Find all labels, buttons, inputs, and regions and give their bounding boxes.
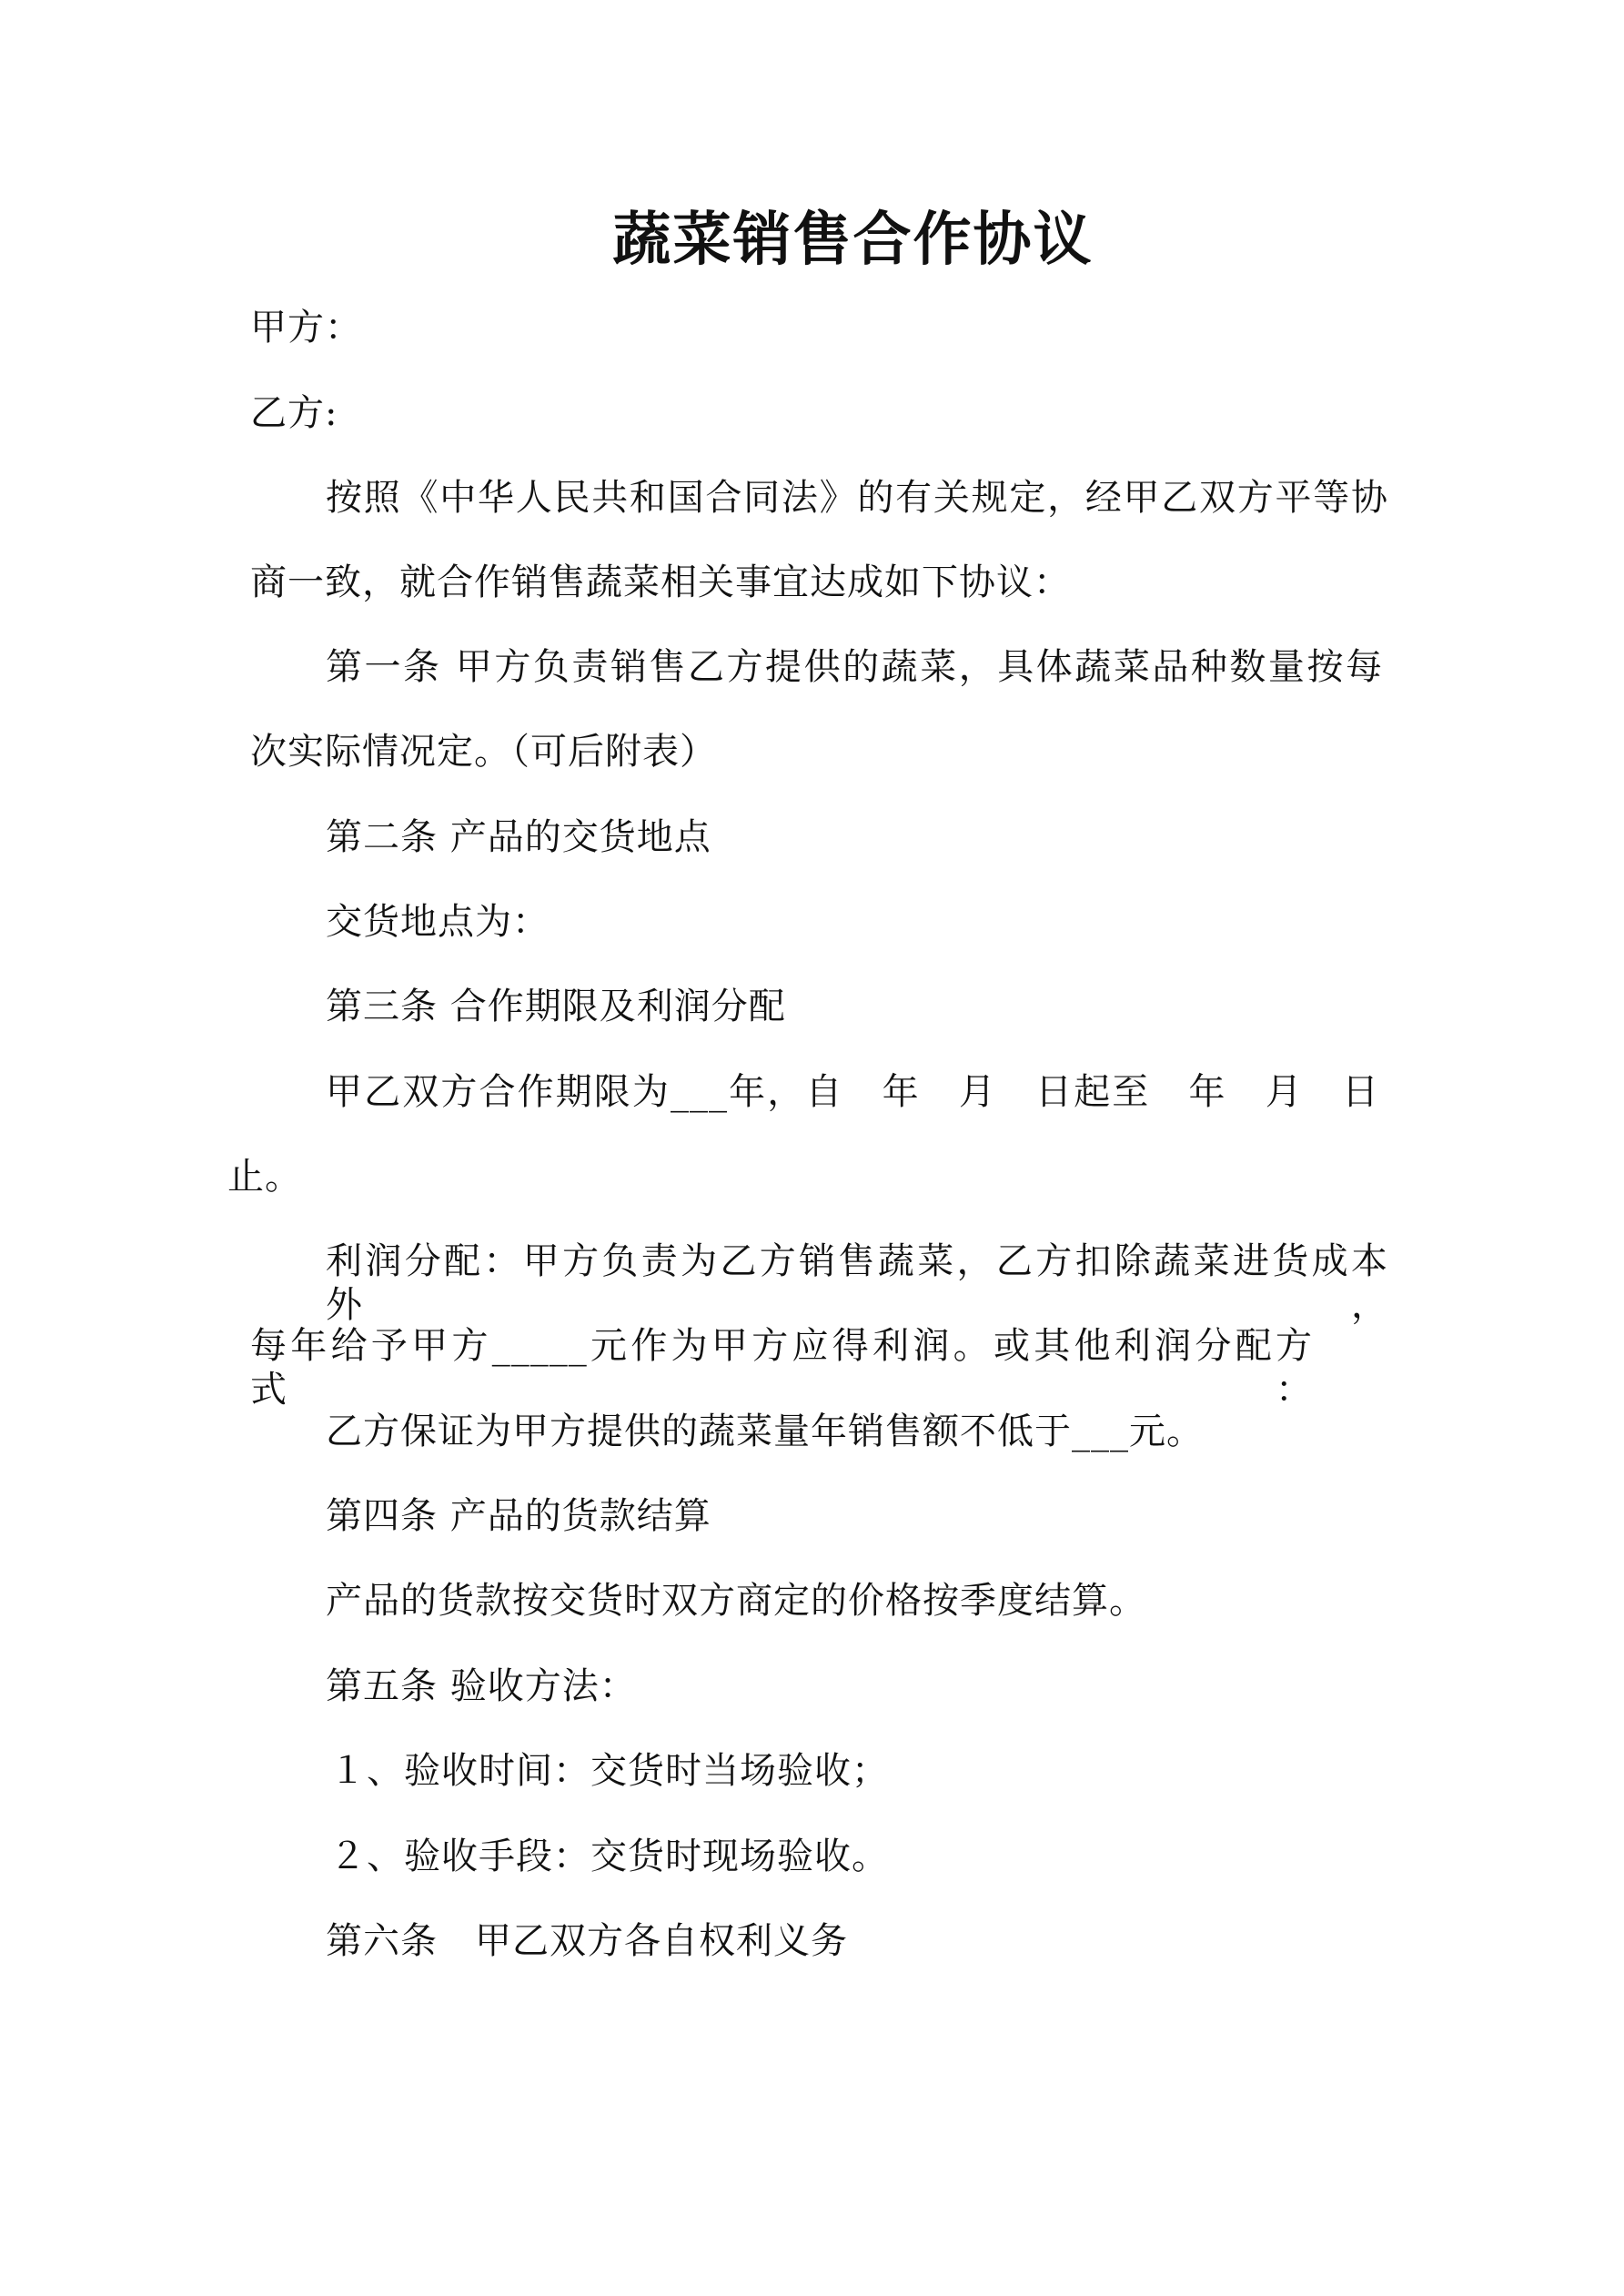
article-3-term-line-2: 止。 bbox=[227, 1156, 302, 1198]
article-2-heading: 第二条 产品的交货地点 bbox=[326, 816, 711, 858]
article-5-heading: 第五条 验收方法： bbox=[326, 1665, 637, 1707]
article-4-heading: 第四条 产品的货款结算 bbox=[326, 1495, 711, 1537]
party-a-label: 甲方： bbox=[250, 307, 362, 349]
intro-paragraph-line-1: 按照《中华人民共和国合同法》的有关规定，经甲乙双方平等协 bbox=[326, 477, 1388, 519]
article-5-item-1: １、验收时间：交货时当场验收； bbox=[329, 1750, 889, 1792]
party-b-label: 乙方: bbox=[250, 392, 338, 434]
article-5-item-2: ２、验收手段：交货时现场验收。 bbox=[329, 1836, 889, 1877]
article-3-heading: 第三条 合作期限及利润分配 bbox=[326, 986, 786, 1027]
article-6-heading: 第六条 甲乙双方各自权利义务 bbox=[326, 1920, 848, 1962]
article-1-line-2: 次实际情况定。（可后附表） bbox=[250, 731, 717, 773]
article-4-body: 产品的货款按交货时双方商定的价格按季度结算。 bbox=[326, 1580, 1146, 1622]
article-2-body: 交货地点为： bbox=[326, 901, 550, 943]
article-3-profit-line-2: 每年给予甲方_____元作为甲方应得利润。或其他利润分配方式： bbox=[250, 1325, 1313, 1411]
article-3-guarantee: 乙方保证为甲方提供的蔬菜量年销售额不低于___元。 bbox=[326, 1411, 1204, 1452]
intro-paragraph-line-2: 商一致，就合作销售蔬菜相关事宜达成如下协议： bbox=[250, 561, 1071, 603]
article-3-profit-line-1: 利润分配：甲方负责为乙方销售蔬菜，乙方扣除蔬菜进货成本外， bbox=[326, 1240, 1388, 1326]
article-1-line-1: 第一条 甲方负责销售乙方提供的蔬菜，具体蔬菜品种数量按每 bbox=[326, 646, 1383, 688]
article-3-term-line-1: 甲乙双方合作期限为___年，自 年 月 日起至 年 月 日 bbox=[326, 1071, 1379, 1113]
document-title: 蔬菜销售合作协议 bbox=[612, 206, 1094, 274]
